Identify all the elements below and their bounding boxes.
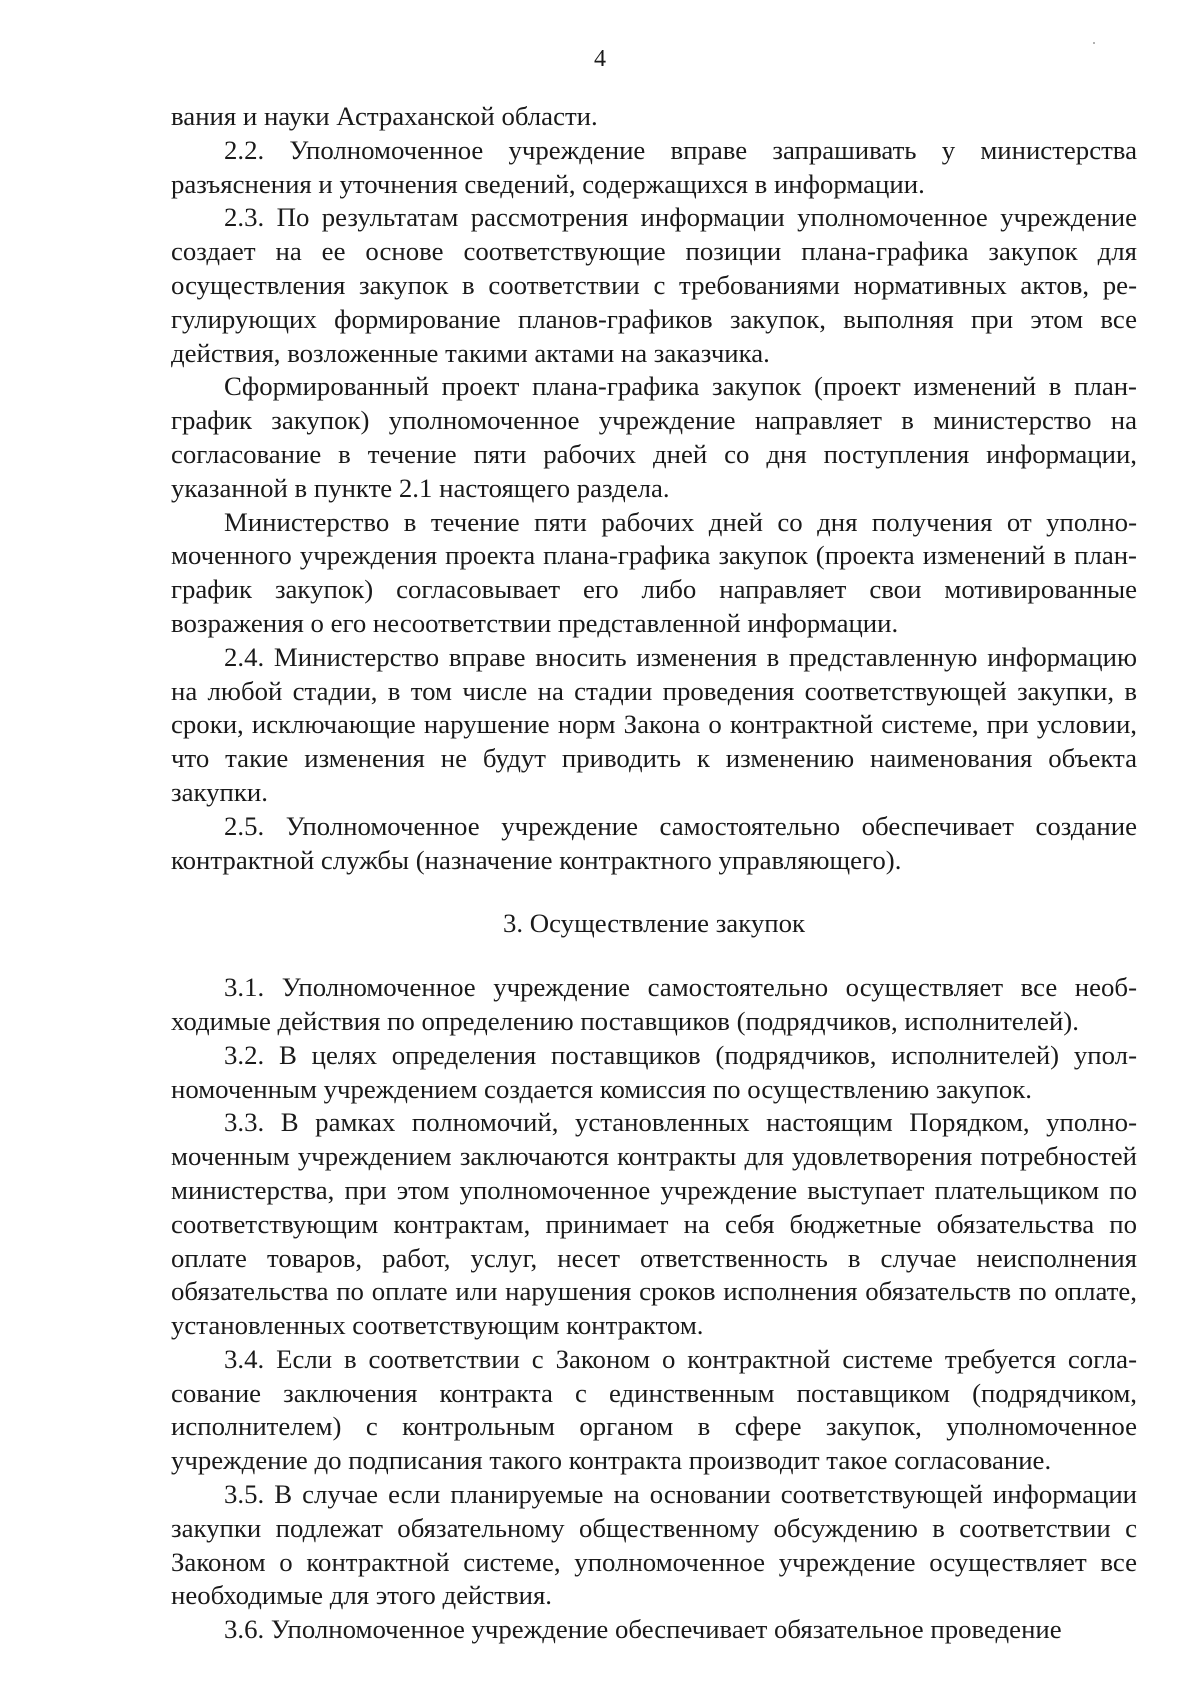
paragraph-2-5: 2.5. Уполномоченное учреждение самостоятельно обеспечивает создание контрактной службы (назначение контрактного управляющего). [171,810,1137,875]
paragraph-3-2: 3.2. В целях определения поставщиков (подрядчиков, исполнителей) уполномоченным учреждением создается комиссия по осуществлению закупок. [171,1039,1137,1104]
paragraph-3-4: 3.4. Если в соответствии с Законом о контрактной системе требуется согласование заключения контракта с единственным поставщиком (подрядчиком, исполнителем) с контрольным органом в сфере закупок, уполномоченное учреждение до подписания такого контракта производит такое согласование. [171,1343,1137,1476]
document-body [171,100,1137,1647]
paragraph-2-4: 2.4. Министерство вправе вносить изменения в представленную информацию на любой стадии, в том числе на стадии проведения соответствующей закупки, в сроки, исключающие нарушение норм Закона о контрактной системе, при условии, что такие изменения не будут приводить к изменению наименования объекта закупки. [171,641,1137,807]
page-number: 4 [594,46,606,72]
paragraph-draft-plan: Сформированный проект плана-графика закупок (проект изменений в план-график закупок) уполномоченное учреждение направляет в министерство на согласование в течение пяти рабочих дней со дня поступления информации, указанной в пункте 2.1 настоящего раздела. [171,371,1137,503]
paragraph-3-3: 3.3. В рамках полномочий, установленных настоящим Порядком, уполномоченным учреждением заключаются контракты для удовлетворения потребностей министерства, при этом уполномоченное учреждение выступает плательщиком по соответствующим контрактам, принимает на себя бюджетные обязательства по оплате товаров, работ, услуг, несет ответственность в случае неисполнения обязательства по оплате или нарушения сроков исполнения обязательств по оплате, установленных соответствующим контрактом. [171,1107,1137,1341]
paragraph-2-3: 2.3. По результатам рассмотрения информации уполномоченное учреждение создает на ее основе соответствующие позиции плана-графика закупок для осуществления закупок в соответствии с требованиями нормативных актов, регулирующих формирование планов-графиков закупок, выполняя при этом все действия, возложенные такими актами на заказчика. [171,202,1137,368]
paragraph-continuation: вания и науки Астраханской области. [171,101,598,131]
paragraph-3-6: 3.6. Уполномоченное учреждение обеспечивает обязательное проведение [224,1614,1062,1645]
paragraph-3-1: 3.1. Уполномоченное учреждение самостоятельно осуществляет все необходимые действия по определению поставщиков (подрядчиков, исполнителей). [171,972,1137,1036]
scan-speck [1093,42,1095,44]
paragraph-ministry-approval: Министерство в течение пяти рабочих дней со дня получения от уполномоченного учреждения проекта плана-графика закупок (проекта изменений в план-график закупок) согласовывает его либо направляет свои мотивированные возражения о его несоответствии представленной информации. [171,506,1137,638]
paragraph-2-2: 2.2. Уполномоченное учреждение вправе запрашивать у министерства разъяснения и уточнения сведений, содержащихся в информации. [171,134,1137,199]
paragraph-3-5: 3.5. В случае если планируемые на основании соответствующей информации закупки подлежат обязательному общественному обсуждению в соответствии с Законом о контрактной системе, уполномоченное учреждение осуществляет все необходимые для этого действия. [171,1479,1137,1611]
section-heading: 3. Осуществление закупок [502,908,805,939]
